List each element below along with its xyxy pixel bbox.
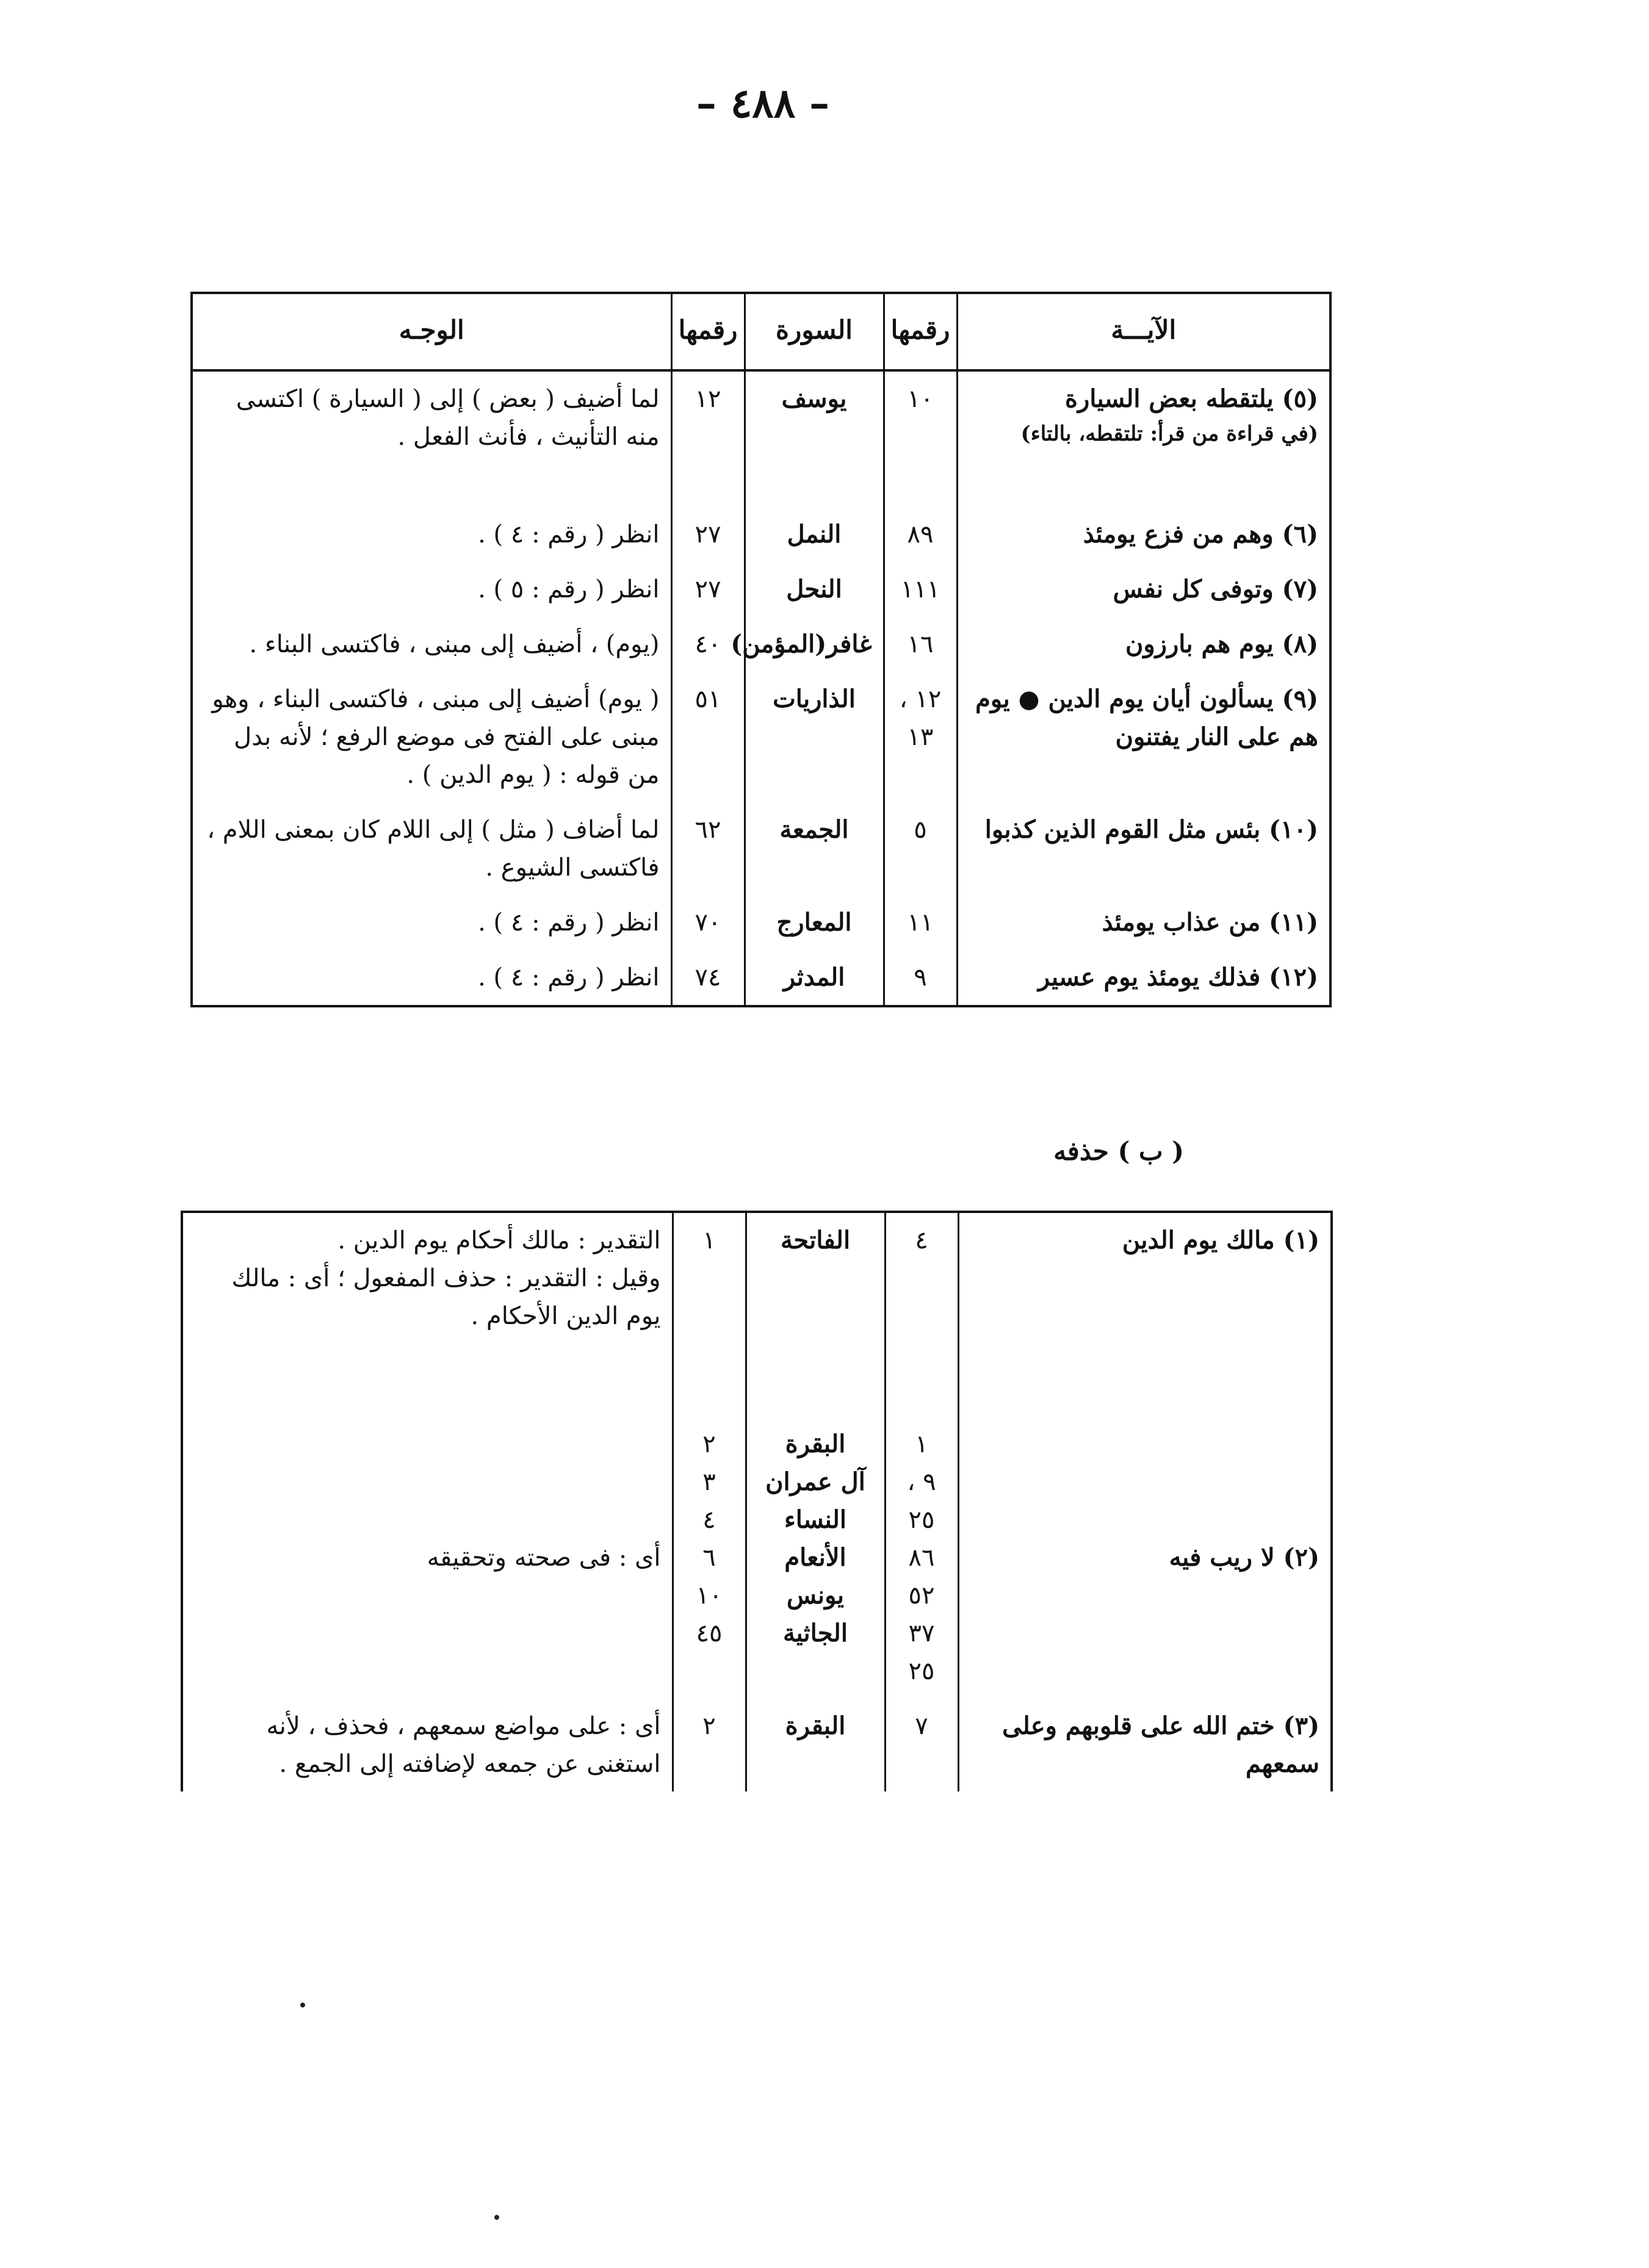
- surah-name: النحل: [745, 562, 884, 617]
- table-row: [192, 507, 1330, 562]
- table-row: [192, 895, 1330, 950]
- table-row: [192, 562, 1330, 617]
- scan-speck: [494, 2215, 499, 2220]
- header-verse-num: رقمها: [884, 293, 957, 370]
- verse-text: (١٠) بئس مثل القوم الذين كذبوا: [957, 802, 1330, 895]
- verse-num: ١١: [884, 895, 957, 950]
- verse-text: (٦) وهم من فزع يومئذ: [957, 507, 1330, 562]
- verse-text: (٣) ختم الله على قلوبهم وعلى سمعهم: [958, 1699, 1332, 1791]
- explanation: (يوم) ، أضيف إلى مبنى ، فاكتسى البناء .: [249, 630, 660, 659]
- spacer-row: [182, 1344, 1332, 1417]
- verse-cell: [957, 370, 1330, 464]
- surah-name: يوسف: [745, 370, 884, 464]
- verse-num: ١٠: [884, 370, 957, 464]
- table-row: [182, 1417, 1332, 1699]
- top-table: [190, 292, 1332, 1007]
- surah-num: ١: [673, 1212, 746, 1344]
- surah-num: ١٢: [671, 370, 745, 464]
- surah-num: ٢: [702, 1430, 716, 1458]
- surah-num-list: [673, 1417, 746, 1699]
- surah-name: الأنعام: [784, 1543, 846, 1572]
- verse-num: ١٦: [884, 617, 957, 672]
- surah-name: الفاتحة: [746, 1212, 885, 1344]
- surah-name: الذاريات: [745, 672, 884, 802]
- surah-name: النمل: [745, 507, 884, 562]
- surah-name: الجاثية: [783, 1619, 848, 1647]
- explanation: التقدير : مالك أحكام يوم الدين .: [337, 1226, 661, 1255]
- explanation: انظر ( رقم : ٤ ) .: [478, 520, 660, 549]
- bottom-table: [181, 1211, 1333, 1791]
- surah-name: المدثر: [745, 950, 884, 1006]
- surah-name: النساء: [784, 1505, 847, 1534]
- explanation: وقيل : التقدير : حذف المفعول ؛ أى : مالك يوم الدين الأحكام .: [231, 1264, 661, 1330]
- verse-num: ٤: [885, 1212, 958, 1344]
- explanation: انظر ( رقم : ٥ ) .: [478, 575, 660, 604]
- verse-num: ١١١: [884, 562, 957, 617]
- table-row: [192, 370, 1330, 464]
- verse-text: (٥) يلتقطه بعض السيارة: [1064, 384, 1318, 414]
- surah-name: البقرة: [785, 1430, 846, 1458]
- surah-name: آل عمران: [765, 1467, 865, 1496]
- surah-name: المعارج: [745, 895, 884, 950]
- verse-num: ٩: [884, 950, 957, 1006]
- surah-num: ١٠: [696, 1582, 723, 1610]
- surah-num: ٤٥: [696, 1619, 723, 1647]
- verse-text: (٧) وتوفى كل نفس: [957, 562, 1330, 617]
- surah-name: الجمعة: [745, 802, 884, 895]
- verse-text: (٢) لا ريب فيه: [958, 1417, 1332, 1699]
- surah-name: البقرة: [746, 1699, 885, 1791]
- verse-num: ١٢ ، ١٣: [884, 672, 957, 802]
- verse-num: ٢٥: [908, 1657, 935, 1685]
- surah-num: ٢: [673, 1699, 746, 1791]
- section-heading: ( ب ) حذفه: [1053, 1136, 1184, 1166]
- spacer-row: [192, 464, 1330, 507]
- verse-num: ٥: [884, 802, 957, 895]
- table-row: [192, 617, 1330, 672]
- header-row: [192, 293, 1330, 370]
- explanation: انظر ( رقم : ٤ ) .: [478, 963, 660, 992]
- verse-num: ٨٩: [884, 507, 957, 562]
- explanation-cell: [182, 1212, 673, 1344]
- surah-num: ٧٠: [671, 895, 745, 950]
- explanation: ( يوم) أضيف إلى مبنى ، فاكتسى البناء ، وهو مبنى على الفتح فى موضع الرفع ؛ لأنه بدل من قوله : ( يوم الدين ) .: [212, 685, 660, 790]
- table-row: [192, 672, 1330, 802]
- surah-num: ٣: [702, 1468, 716, 1496]
- surah-num: ٦: [702, 1544, 716, 1572]
- verse-text: (١) مالك يوم الدين: [958, 1212, 1332, 1344]
- scan-speck: [300, 2003, 305, 2007]
- verse-text: (١١) من عذاب يومئذ: [957, 895, 1330, 950]
- surah-num: ٧٤: [671, 950, 745, 1006]
- header-surah: السورة: [745, 293, 884, 370]
- page-number: – ٤٨٨ –: [696, 79, 830, 127]
- explanation: انظر ( رقم : ٤ ) .: [478, 909, 660, 937]
- verse-num: ٣٧: [908, 1619, 935, 1647]
- explanation: لما أضيف ( بعض ) إلى ( السيارة ) اكتسى منه التأنيث ، فأنث الفعل .: [236, 385, 660, 452]
- verse-text: (٨) يوم هم بارزون: [957, 617, 1330, 672]
- verse-num: ٥٢: [908, 1582, 935, 1610]
- surah-num: ٥١: [671, 672, 745, 802]
- explanation: لما أضاف ( مثل ) إلى اللام كان بمعنى اللام ، فاكتسى الشيوع .: [207, 816, 660, 882]
- verse-num: ٧: [885, 1699, 958, 1791]
- surah-num: ٤: [702, 1506, 716, 1534]
- table-row: [192, 950, 1330, 1006]
- verse-num: ١: [915, 1430, 928, 1458]
- table-row: [192, 802, 1330, 895]
- surah-num: ٢٧: [671, 507, 745, 562]
- surah-name: يونس: [787, 1581, 844, 1610]
- explanation: أى : فى صحته وتحقيقه: [427, 1544, 661, 1572]
- surah-name: غافر(المؤمن): [745, 617, 884, 672]
- table-row: [182, 1212, 1332, 1344]
- explanation: أى : على مواضع سمعهم ، فحذف ، لأنه استغنى عن جمعه لإضافته إلى الجمع .: [266, 1712, 661, 1778]
- verse-num: ٩ ، ٢٥: [907, 1468, 936, 1534]
- verse-note: (في قراءة من قرأ: تلتقطه، بالتاء): [1020, 422, 1318, 447]
- verse-num: ٨٦: [908, 1544, 935, 1572]
- verse-num-list: [885, 1417, 958, 1699]
- header-surah-num: رقمها: [671, 293, 745, 370]
- surah-num: ٢٧: [671, 562, 745, 617]
- verse-text: (١٢) فذلك يومئذ يوم عسير: [957, 950, 1330, 1006]
- header-verse: الآيـــة: [957, 293, 1330, 370]
- surah-num: ٦٢: [671, 802, 745, 895]
- verse-text: (٩) يسألون أيان يوم الدين ● يوم هم على النار يفتنون: [957, 672, 1330, 802]
- table-row: [182, 1699, 1332, 1791]
- surah-name-list: [746, 1417, 885, 1699]
- header-explanation: الوجـه: [192, 293, 671, 370]
- surah-num: ٤٠: [671, 617, 745, 672]
